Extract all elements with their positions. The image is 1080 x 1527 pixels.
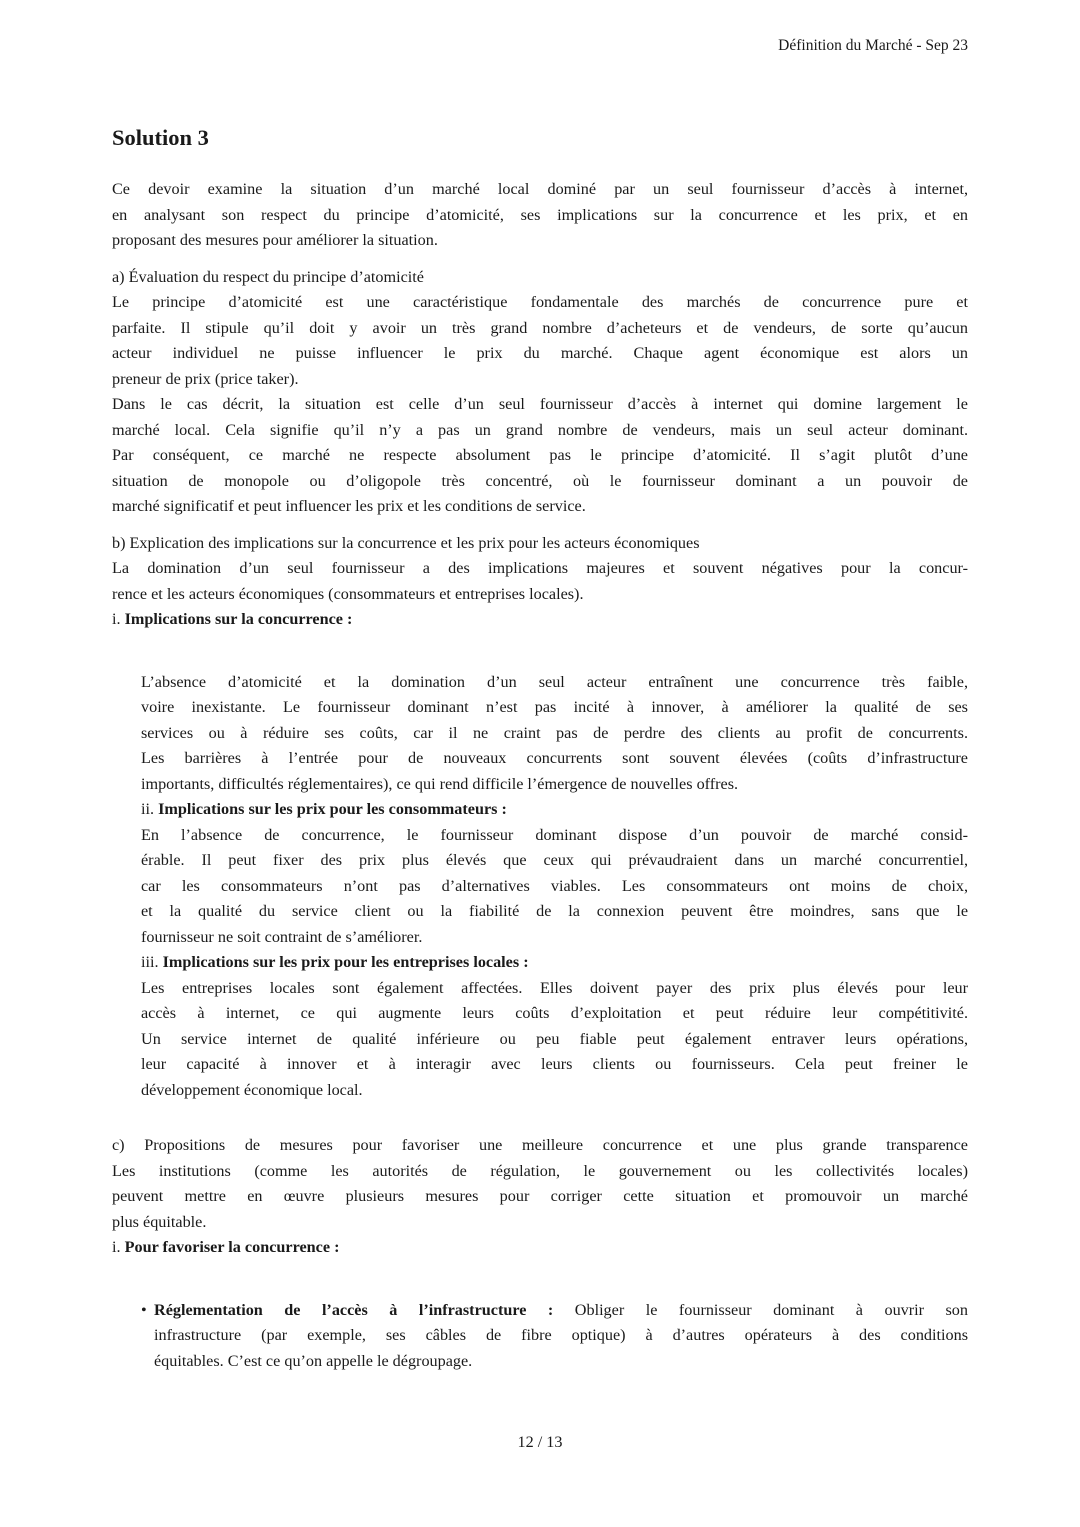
text-line: importants, difficultés réglementaires), ce qui rend difficile l’émergence de nouvelles offres. bbox=[141, 774, 739, 793]
text-line bbox=[112, 607, 968, 633]
text-line: et la qualité du service client ou la fiabilité de la connexion peuvent être moindres, sans que le bbox=[141, 902, 968, 920]
text-line: Dans le cas décrit, la situation est celle d’un seul fournisseur d’accès à internet qui domine largement le bbox=[112, 395, 968, 413]
text-line bbox=[112, 1235, 968, 1261]
text-line: marché significatif et peut influencer les prix et les conditions de service. bbox=[112, 497, 586, 515]
text-line: situation de monopole ou d’oligopole très concentré, où le fournisseur dominant a un pouvoir de bbox=[112, 471, 968, 490]
text-line: fournisseur ne soit contraint de s’améliorer. bbox=[141, 927, 423, 946]
text-run: Obliger le fournisseur dominant à ouvrir son bbox=[574, 1300, 968, 1319]
bold-run: Implications sur la concurrence : bbox=[124, 610, 353, 628]
text-line: en analysant son respect du principe d’atomicité, ses implications sur la concurrence et les prix, et en bbox=[112, 205, 968, 224]
text-line: équitables. C’est ce qu’on appelle le dégroupage. bbox=[154, 1351, 473, 1370]
text-line: plus équitable. bbox=[112, 1212, 207, 1231]
text-line: Ce devoir examine la situation d’un marché local dominé par un seul fournisseur d’accès à internet, bbox=[112, 180, 968, 198]
bold-run: Réglementation de l’accès à l’infrastructure : bbox=[154, 1300, 575, 1319]
text-line: rence et les acteurs économiques (consommateurs et entreprises locales). bbox=[112, 584, 584, 603]
text-line: a) Évaluation du respect du principe d’atomicité bbox=[112, 267, 424, 286]
text-line: En l’absence de concurrence, le fournisseur dominant dispose d’un pouvoir de marché consid- bbox=[141, 825, 968, 844]
text-line: marché local. Cela signifie qu’il n’y a pas un grand nombre de vendeurs, mais un seul acteur dominant. bbox=[112, 420, 968, 439]
text-line: leur capacité à innover et à interagir avec leurs clients ou fournisseurs. Cela peut freiner le bbox=[141, 1055, 968, 1073]
text-line: preneur de prix (price taker). bbox=[112, 369, 299, 388]
text-line: Un service internet de qualité inférieure ou peu fiable peut également entraver leurs opérations, bbox=[141, 1029, 968, 1048]
text-line: services ou à réduire ses coûts, car il ne craint pas de perdre des clients au profit de concurrents. bbox=[141, 723, 968, 742]
header-title: Définition du Marché - Sep 23 bbox=[778, 37, 968, 54]
section-c bbox=[112, 1133, 968, 1261]
text-line bbox=[141, 950, 968, 976]
text-line: infrastructure (par exemple, ses câbles de fibre optique) à d’autres opérateurs à des conditions bbox=[154, 1326, 968, 1344]
text-run: ii. bbox=[141, 800, 159, 818]
text-line: Le principe d’atomicité est une caractéristique fondamentale des marchés de concurrence pure et bbox=[112, 293, 968, 311]
text-line: proposant des mesures pour améliorer la situation. bbox=[112, 231, 438, 249]
text-line: accès à internet, ce qui augmente leurs coûts d’exploitation et peut réduire leur compétitivité. bbox=[141, 1004, 968, 1022]
text-line: peuvent mettre en œuvre plusieurs mesures pour corriger cette situation et promouvoir un marché bbox=[112, 1187, 968, 1205]
text-line: La domination d’un seul fournisseur a des implications majeures et souvent négatives pour la concur- bbox=[112, 559, 968, 577]
section-b-implications bbox=[141, 670, 968, 1104]
bold-run: Implications sur les prix pour les consommateurs : bbox=[158, 800, 507, 818]
section-a bbox=[112, 265, 968, 520]
page-number: 12 / 13 bbox=[517, 1433, 563, 1451]
text-line: Les institutions (comme les autorités de régulation, le gouvernement ou les collectivités locales) bbox=[112, 1161, 968, 1180]
text-line: Les barrières à l’entrée pour de nouveaux concurrents sont souvent élevées (coûts d’infrastructure bbox=[141, 749, 968, 767]
text-run: i. bbox=[112, 1238, 125, 1256]
text-line: b) Explication des implications sur la concurrence et les prix pour les acteurs économiques bbox=[112, 533, 700, 552]
text-line: érable. Il peut fixer des prix plus élevés que ceux qui prévaudraient dans un marché concurrentiel, bbox=[141, 851, 968, 869]
page-header bbox=[112, 36, 968, 56]
text-line: Les entreprises locales sont également affectées. Elles doivent payer des prix plus élevés pour leur bbox=[141, 978, 968, 997]
text-line: car les consommateurs n’ont pas d’alternatives viables. Les consommateurs ont moins de choix, bbox=[141, 876, 968, 895]
intro-paragraph bbox=[112, 177, 968, 254]
text-run: i. bbox=[112, 610, 125, 628]
bold-run: Pour favoriser la concurrence : bbox=[124, 1238, 340, 1256]
text-line bbox=[141, 797, 968, 823]
section-c-bullet-degroupage bbox=[141, 1298, 968, 1375]
bold-run: Implications sur les prix pour les entreprises locales : bbox=[162, 953, 529, 971]
text-line bbox=[154, 1298, 968, 1324]
section-b bbox=[112, 531, 968, 633]
text-line: développement économique local. bbox=[141, 1080, 363, 1099]
text-run: iii. bbox=[141, 953, 163, 971]
text-line: L’absence d’atomicité et la domination d’un seul acteur entraînent une concurrence très faible, bbox=[141, 672, 968, 691]
page-title: Solution 3 bbox=[112, 125, 209, 150]
text-line: voire inexistante. Le fournisseur dominant n’est pas incité à innover, à améliorer la qualité de ses bbox=[141, 698, 968, 716]
text-line: acteur individuel ne puisse influencer le prix du marché. Chaque agent économique est alors un bbox=[112, 344, 968, 362]
text-line: c) Propositions de mesures pour favoriser une meilleure concurrence et une plus grande transparence bbox=[112, 1136, 968, 1154]
bullet-icon: • bbox=[141, 1300, 147, 1319]
document-body bbox=[112, 177, 968, 1374]
text-line: parfaite. Il stipule qu’il doit y avoir un très grand nombre d’acheteurs et de vendeurs, de sorte qu’aucun bbox=[112, 318, 968, 337]
text-line: Par conséquent, ce marché ne respecte absolument pas le principe d’atomicité. Il s’agit plutôt d’une bbox=[112, 446, 968, 464]
